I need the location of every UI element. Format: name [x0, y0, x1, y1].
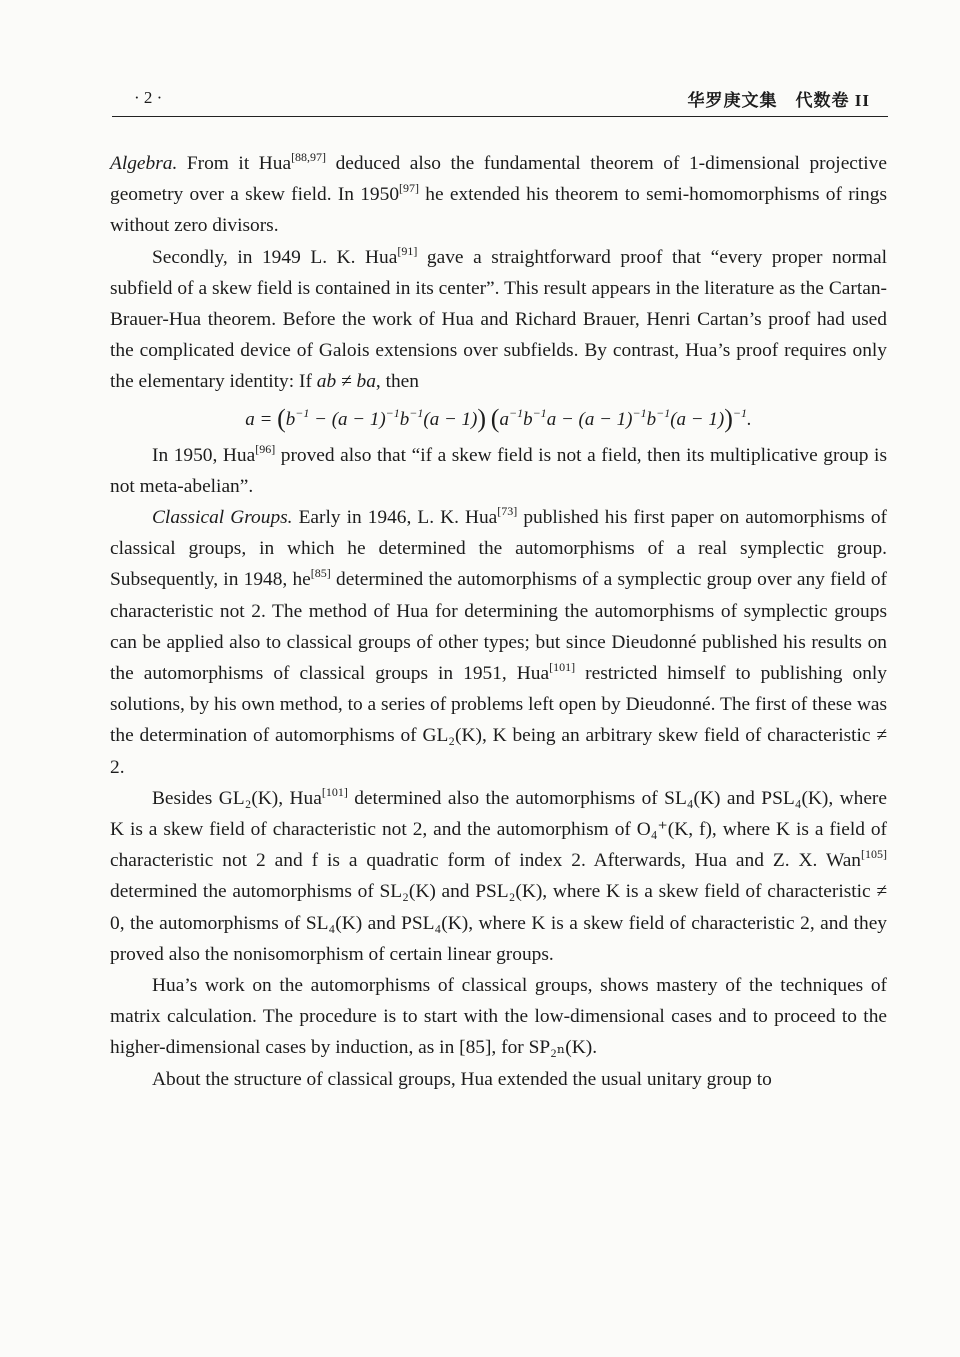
citation: [73]: [497, 504, 518, 519]
paragraph-6: Hua’s work on the automorphisms of classical groups, shows mastery of the techniques of matrix calculation. The procedure is to start with the low-dimensional cases and to proceed to the higher-dimensional cases by induction, as in [85], for SP₂ₙ(K).: [110, 975, 887, 1059]
citation: [101]: [321, 784, 348, 799]
paragraph-5: Besides GL₂(K), Hua[101] determined also the automorphisms of SL₄(K) and PSL₄(K), where K is a skew field of characteristic not 2, and the automorphism of O₄⁺(K, f), where K is a field of characteristic not 2 and f is a quadratic form of index 2. Afterwards, Hua and Z. X. Wan[105] determined the automorphisms of SL₂(K) and PSL₂(K), where K is a skew field of characteristic ≠ 0, the automorphisms of SL₄(K) and PSL₄(K), where K is a skew field of characteristic 2, and they proved also the nonisomorphism of certain linear groups.: [110, 784, 887, 965]
display-formula: $a = (b^{-1} - (a - 1)^{-1}b^{-1}(a - 1)) (a^{-1}b^{-1}a - (a - 1)^{-1}b^{-1}(a - 1))^{-1}$.: [245, 403, 752, 433]
citation: [97]: [399, 181, 420, 196]
page-number: · 2 ·: [134, 88, 163, 107]
citation: [105]: [861, 847, 887, 862]
citation: [91]: [397, 243, 418, 258]
paragraph-3: In 1950, Hua[96] proved also that “if a skew field is not a field, then its multiplicative group is not meta-abelian”.: [110, 441, 887, 497]
inline-math: ab ≠ ba: [316, 371, 376, 393]
citation: [88,97]: [291, 150, 327, 164]
section-lead-algebra: Algebra.: [110, 153, 178, 174]
body-text: [110, 148, 887, 1095]
paragraph-7: About the structure of classical groups, Hua extended the usual unitary group to: [152, 1068, 772, 1090]
citation: [85]: [310, 566, 331, 581]
citation: [96]: [255, 441, 276, 456]
paragraph-1: Algebra. From it Hua[88,97] deduced also the fundamental theorem of 1-dimensional projective geometry over a skew field. In 1950[97] he extended his theorem to semi-homomorphisms of rings without zero divisors.: [110, 150, 887, 237]
running-title: 华罗庚文集 代数卷 II: [687, 91, 870, 110]
paragraph-2: Secondly, in 1949 L. K. Hua[91] gave a straightforward proof that “every proper normal subfield of a skew field is contained in its center”. This result appears in the literature as the Cartan-Brauer-Hua theorem. Before the work of Hua and Richard Brauer, Henri Cartan’s proof had used the complicated device of Galois extensions over subfields. By contrast, Hua’s proof requires only the elementary identity: If ab ≠ ba, then: [110, 243, 887, 393]
section-lead-classical-groups: Classical Groups.: [152, 507, 293, 529]
page-header: [112, 86, 888, 117]
paragraph-4: Classical Groups. Early in 1946, L. K. Hua[73] published his first paper on automorphisms of classical groups, in which he determined the automorphisms of a real symplectic group. Subsequently, in 1948, he[85] determined the automorphisms of a symplectic group over any field of characteristic not 2. The method of Hua for determining the automorphisms of symplectic groups can be applied also to classical groups of other types; but since Dieudonné published his results on the automorphisms of classical groups in 1951, Hua[101] restricted himself to publishing only solutions, by his own method, to a series of problems left open by Dieudonné. The first of these was the determination of automorphisms of GL₂(K), K being an arbitrary skew field of characteristic ≠ 2.: [110, 504, 887, 778]
citation: [101]: [549, 660, 576, 675]
